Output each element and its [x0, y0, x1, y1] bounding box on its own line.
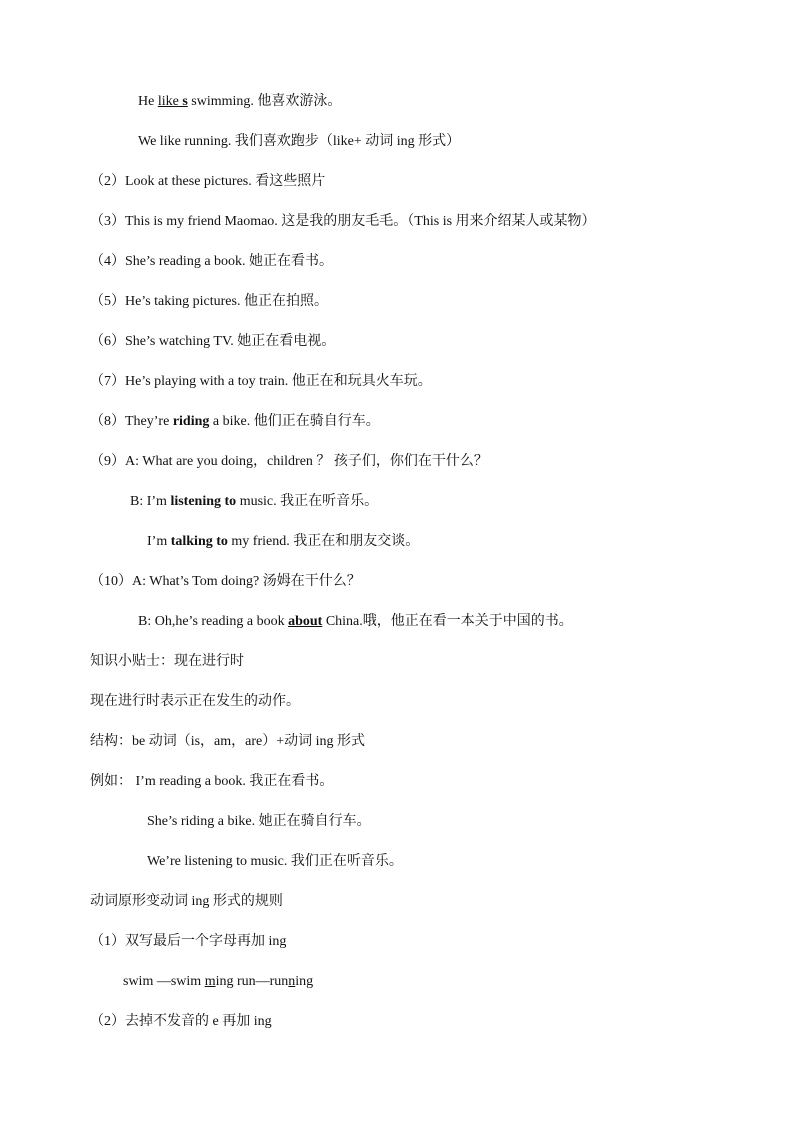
- item-3: （3）This is my friend Maomao. 这是我的朋友毛毛。（This is 用来介绍某人或某物）: [90, 214, 596, 229]
- rule-1-examples: swim —swim ming run—running: [123, 974, 314, 989]
- item-2: （2）Look at these pictures. 看这些照片: [90, 174, 326, 189]
- item-9-b-2: I’m talking to my friend. 我正在和朋友交谈。: [147, 534, 420, 549]
- tips-structure: 结构：be 动词（is，am，are）+动词 ing 形式: [90, 734, 366, 749]
- item-9-b: B: I’m listening to music. 我正在听音乐。: [130, 494, 379, 509]
- underlined-letter: n: [288, 974, 296, 989]
- tips-example-1: 例如： I’m reading a book. 我正在看书。: [90, 774, 334, 789]
- tips-heading: 知识小贴士：现在进行时: [90, 654, 244, 669]
- tips-example-3: We’re listening to music. 我们正在听音乐。: [147, 854, 403, 869]
- item-10-b: B: Oh,he’s reading a book about China.哦，他正在看一本关于中国的书。: [138, 614, 573, 629]
- rules-heading: 动词原形变动词 ing 形式的规则: [90, 894, 283, 909]
- tips-example-2: She’s riding a bike. 她正在骑自行车。: [147, 814, 371, 829]
- item-4: （4）She’s reading a book. 她正在看书。: [90, 254, 334, 269]
- item-10-a: （10）A: What’s Tom doing? 汤姆在干什么？: [90, 574, 361, 589]
- bold-text: talking to: [170, 534, 228, 549]
- bold-text: riding: [172, 414, 210, 429]
- underlined-letter: m: [204, 974, 216, 989]
- item-8: （8）They’re riding a bike. 他们正在骑自行车。: [90, 414, 380, 429]
- tips-definition: 现在进行时表示正在发生的动作。: [90, 694, 300, 709]
- underlined-text: like: [157, 94, 179, 109]
- rule-1: （1）双写最后一个字母再加 ing: [90, 934, 287, 949]
- item-5: （5）He’s taking pictures. 他正在拍照。: [90, 294, 328, 309]
- item-9-a: （9）A: What are you doing，children ？ 孩子们，你们在干什么？: [90, 454, 488, 469]
- item-7: （7）He’s playing with a toy train. 他正在和玩具火车玩。: [90, 374, 432, 389]
- example-line-like-running: We like running. 我们喜欢跑步（like+ 动词 ing 形式）: [138, 134, 461, 149]
- example-line-likes: He like s swimming. 他喜欢游泳。: [138, 94, 342, 109]
- bold-text: listening to: [170, 494, 237, 509]
- bold-underlined-s: s: [178, 94, 188, 109]
- rule-2: （2）去掉不发音的 e 再加 ing: [90, 1014, 272, 1029]
- item-6: （6）She’s watching TV. 她正在看电视。: [90, 334, 336, 349]
- bold-underlined-text: about: [288, 614, 323, 629]
